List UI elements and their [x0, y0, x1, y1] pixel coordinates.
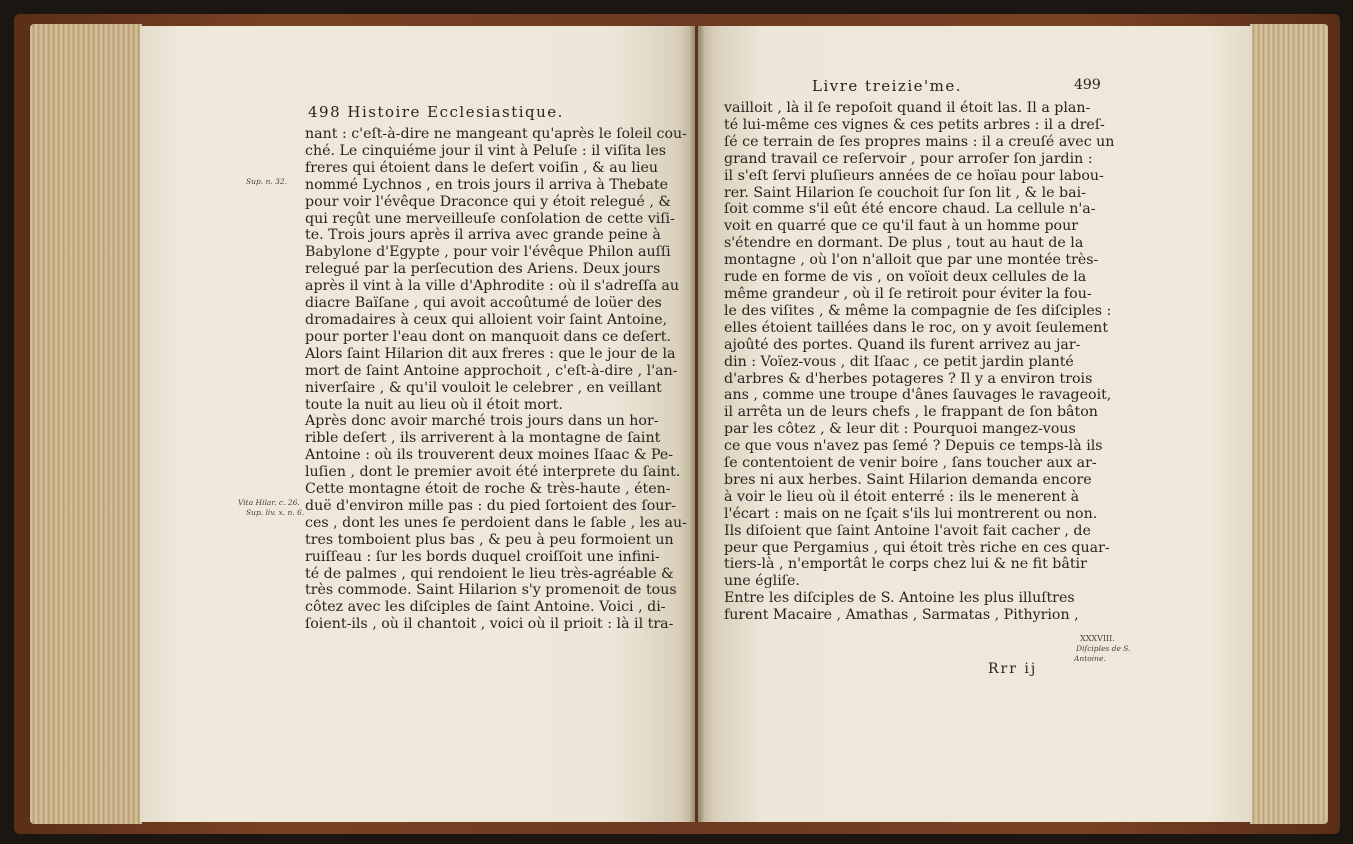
margin-note: Sup. liv. x. n. 6.: [246, 508, 305, 517]
text-line: d'arbres & d'herbes potageres ? Il y a environ trois: [724, 370, 1093, 387]
left-body-text: [305, 126, 687, 633]
text-line: une égliſe.: [724, 573, 800, 590]
text-line: ſé ce terrain de ſes propres mains : il a creuſé avec un: [724, 133, 1115, 150]
text-line: Après donc avoir marché trois jours dans un hor-: [305, 413, 659, 430]
text-line: Entre les diſciples de S. Antoine les plus illuſtres: [724, 590, 1075, 607]
text-line: grand travail ce reſervoir , pour arroſer ſon jardin :: [724, 150, 1093, 167]
text-line: ce que vous n'avez pas ſemé ? Depuis ce temps-là ils: [724, 438, 1103, 455]
text-line: relegué par la perſecution des Ariens. Deux jours: [305, 261, 661, 278]
text-line: te. Trois jours après il arriva avec grande peine à: [305, 227, 661, 244]
right-running-head: Livre treizie'me.: [812, 77, 962, 95]
text-line: Ils diſoient que ſaint Antoine l'avoit fait cacher , de: [724, 522, 1091, 539]
text-line: ruiſſeau : ſur les bords duquel croiſſoit une infini-: [305, 548, 660, 565]
text-line: qui reçût une merveilleuſe conſolation de cette viſi-: [305, 210, 675, 227]
text-line: nant : c'eſt-à-dire ne mangeant qu'après le ſoleil cou-: [305, 126, 687, 142]
right-page-number: 499: [1074, 77, 1101, 93]
text-line: Cette montagne étoit de roche & très-haute , éten-: [305, 481, 671, 498]
text-line: à voir le lieu où il étoit enterré : ils le menerent à: [724, 488, 1080, 505]
book-gutter: [690, 26, 704, 822]
text-line: pour porter l'eau dont on manquoit dans ce deſert.: [305, 328, 671, 345]
text-line: ajoûté des portes. Quand ils furent arrivez au jar-: [724, 336, 1081, 353]
text-line: bres ni aux herbes. Saint Hilarion demanda encore: [724, 471, 1092, 488]
text-line: vailloit , là il ſe repoſoit quand il étoit las. Il a plan-: [724, 100, 1091, 116]
right-page-edges: [1250, 24, 1328, 824]
text-line: ans , comme une troupe d'ânes ſauvages le ravageoit,: [724, 387, 1112, 404]
text-line: rer. Saint Hilarion ſe couchoit ſur ſon lit , & le bai-: [724, 184, 1086, 201]
text-line: pour voir l'évêque Draconce qui y étoit relegué , &: [305, 193, 671, 210]
margin-note: Diſciples de S.: [1076, 644, 1131, 653]
text-line: luſien , dont le premier avoit été interprete du ſaint.: [305, 464, 681, 481]
signature-mark: Rrr ij: [988, 661, 1038, 677]
text-line: rible deſert , ils arriverent à la montagne de ſaint: [305, 430, 661, 447]
text-line: duë d'environ mille pas : du pied ſortoient des ſour-: [305, 497, 676, 514]
text-line: niverſaire , & qu'il vouloit le celebrer , en veillant: [305, 379, 662, 396]
text-line: montagne , où l'on n'alloit que par une montée très-: [724, 252, 1099, 269]
text-line: elles étoient taillées dans le roc, on y avoit ſeulement: [724, 319, 1109, 336]
text-line: l'écart : mais on ne ſçait s'ils lui montrerent ou non.: [724, 505, 1098, 522]
text-line: Babylone d'Egypte , pour voir l'évêque Philon auſſi: [305, 244, 671, 261]
text-line: le des viſites , & même la compagnie de ſes diſciples :: [724, 302, 1112, 319]
text-line: diacre Baïſane , qui avoit accoûtumé de loüer des: [305, 295, 662, 312]
text-line: peur que Pergamius , qui étoit très riche en ces quar-: [724, 539, 1110, 556]
left-running-head: 498 Histoire Ecclesiastique.: [308, 103, 564, 121]
text-line: ces , dont les unes ſe perdoient dans le ſable , les au-: [305, 514, 687, 531]
text-line: nommé Lychnos , en trois jours il arriva à Thebate: [305, 176, 669, 193]
text-line: s'étendre en dormant. De plus , tout au haut de la: [724, 235, 1084, 252]
text-line: il arrêta un de leurs chefs , le frappant de ſon bâton: [724, 404, 1098, 421]
margin-note: XXXVIII.: [1080, 634, 1115, 643]
margin-note: Vita Hilar. c. 26.: [238, 498, 300, 507]
text-line: très commode. Saint Hilarion s'y promenoit de tous: [305, 582, 677, 599]
text-line: mort de ſaint Antoine approchoit , c'eſt-à-dire , l'an-: [305, 362, 678, 379]
text-line: il s'eſt ſervi pluſieurs années de ce hoïau pour labou-: [724, 167, 1104, 184]
text-line: après il vint à la ville d'Aphrodite : où il s'adreſſa au: [305, 278, 680, 295]
text-line: ſe contentoient de venir boire , ſans toucher aux ar-: [724, 455, 1097, 472]
text-line: même grandeur , où il ſe retiroit pour éviter la fou-: [724, 285, 1092, 302]
text-line: dromadaires à ceux qui alloient voir ſaint Antoine,: [305, 311, 668, 328]
text-line: Alors ſaint Hilarion dit aux freres : que le jour de la: [305, 345, 676, 362]
text-line: ſoit comme s'il eût été encore chaud. La cellule n'a-: [724, 201, 1096, 218]
margin-note: Antoine.: [1074, 654, 1106, 663]
text-line: rude en forme de vis , on voïoit deux cellules de la: [724, 269, 1087, 286]
text-line: té lui-même ces vignes & ces petits arbres : il a dreſ-: [724, 116, 1105, 133]
text-line: té de palmes , qui rendoient le lieu très-agréable &: [305, 565, 674, 582]
text-line: voit en quarré que ce qu'il faut à un homme pour: [724, 218, 1079, 235]
text-line: tres tomboient plus bas , & peu à peu formoient un: [305, 531, 674, 548]
margin-note: Sup. n. 32.: [246, 177, 288, 186]
left-page-edges: [30, 24, 142, 824]
text-line: din : Voïez-vous , dit Iſaac , ce petit jardin planté: [724, 353, 1074, 370]
text-line: toute la nuit au lieu où il étoit mort.: [305, 396, 563, 413]
right-body-text: [724, 100, 1115, 624]
text-line: ſoient-ils , où il chantoit , voici où il prioit : là il tra-: [305, 616, 674, 633]
text-line: ché. Le cinquiéme jour il vint à Peluſe : il viſita les: [305, 142, 667, 159]
text-line: Antoine : où ils trouverent deux moines Iſaac & Pe-: [305, 447, 674, 464]
text-line: côtez avec les diſciples de ſaint Antoine. Voici , di-: [305, 599, 666, 616]
text-line: tiers-là , n'emportât le corps chez lui & ne fit bâtir: [724, 556, 1087, 573]
text-line: par les côtez , & leur dit : Pourquoi mangez-vous: [724, 421, 1076, 438]
text-line: freres qui étoient dans le deſert voiſin , & au lieu: [305, 159, 659, 176]
text-line: furent Macaire , Amathas , Sarmatas , Pithyrion ,: [724, 607, 1079, 624]
